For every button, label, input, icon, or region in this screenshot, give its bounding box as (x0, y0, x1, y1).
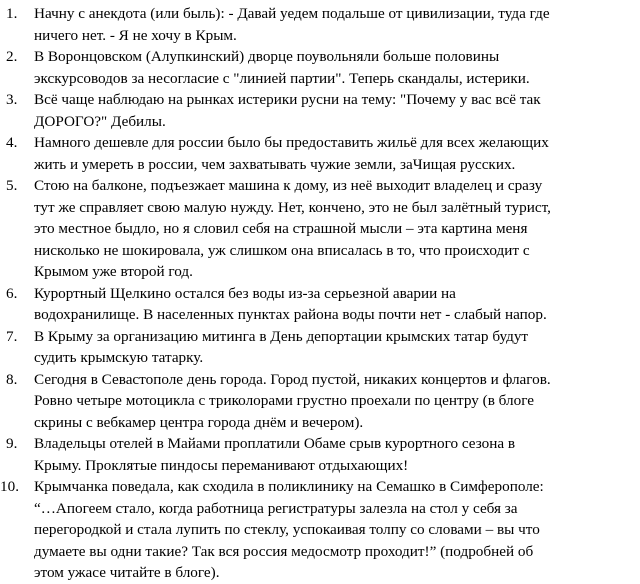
list-item-text (34, 283, 634, 326)
list-item-number: 10. (0, 478, 19, 495)
list-item (0, 476, 634, 584)
text-line: Намного дешевле для россии было бы предоставить жильё для всех желающих (34, 134, 549, 151)
text-line: Всё чаще наблюдаю на рынках истерики русни на тему: "Почему у вас всё так (34, 91, 541, 108)
list-item-number: 6. (6, 284, 18, 302)
list-item-number: 5. (6, 177, 18, 194)
list-item (0, 89, 634, 132)
text-line: Крымчанка поведала, как сходила в поликлинику на Семашко в Симферополе: (34, 478, 544, 495)
list-item-text (34, 326, 634, 369)
list-item (0, 326, 634, 369)
list-item-number: 9. (6, 435, 18, 452)
list-item (0, 175, 634, 283)
list-item-text (34, 476, 634, 584)
text-line: Стою на балконе, подъезжает машина к дому, из неё выходит владелец и сразу (34, 177, 543, 194)
list-item-text (34, 89, 634, 132)
text-line: судить крымскую татарку. (34, 349, 204, 366)
list-item-text (34, 132, 634, 175)
list-item-number: 2. (6, 48, 18, 65)
text-line: экскурсоводов за несогласие с "линией партии". Теперь скандалы, истерики. (34, 69, 530, 87)
text-line: “…Апогеем стало, когда работница регистратуры залезла на стол у себя за (34, 499, 518, 517)
text-line: жить и умереть в россии, чем захватывать чужие земли, заЧищая русских. (34, 155, 516, 173)
text-line: В Крыму за организацию митинга в День депортации крымских татар будут (34, 327, 529, 345)
list-item-number: 7. (6, 327, 18, 345)
list-item (0, 433, 634, 476)
text-line: нисколько не шокировала, уж слишком она вписалась в то, что происходит с (34, 241, 530, 259)
list-item-number: 4. (6, 134, 18, 151)
text-line: Крымом уже второй год. (34, 263, 193, 280)
text-line: водохранилище. В населенных пунктах района воды почти нет - слабый напор. (34, 306, 547, 323)
text-line: Владельцы отелей в Майами проплатили Обаме срыв курортного сезона в (34, 435, 516, 452)
list-item-text (34, 3, 634, 46)
list-item (0, 3, 634, 46)
list-item (0, 46, 634, 89)
list-item-text (34, 46, 634, 89)
list-item (0, 283, 634, 326)
text-line: ДОРОГО?" Дебилы. (34, 112, 166, 130)
list-item-text (34, 433, 634, 476)
list-item-number: 8. (6, 370, 18, 388)
list-item-number: 1. (6, 5, 18, 22)
text-line: скрины с вебкамер центра города днём и вечером). (34, 413, 364, 431)
text-line: Крыму. Проклятые пиндосы переманивают отдыхающих! (34, 456, 409, 474)
text-line: думаете вы одни такие? Так вся россия медосмотр проходит!” (подробней об (34, 542, 534, 560)
text-line: В Воронцовском (Алупкинский) дворце поувольняли больше половины (34, 48, 500, 65)
list-item-text (34, 175, 634, 283)
numbered-list (0, 3, 634, 584)
text-line: этом ужасе читайте в блоге). (34, 564, 220, 581)
list-item (0, 132, 634, 175)
text-line: Ровно четыре мотоцикла с триколорами грустно проехали по центру (в блоге (34, 392, 534, 409)
text-line: тут же справляет свою малую нужду. Нет, кончено, это не был залётный турист, (34, 198, 551, 216)
text-line: Начну с анекдота (или быль): - Давай уедем подальше от цивилизации, туда где (34, 5, 550, 22)
text-line: Сегодня в Севастополе день города. Город пустой, никаких концертов и флагов. (34, 370, 551, 388)
text-line: ничего нет. - Я не хочу в Крым. (34, 26, 237, 44)
list-item-number: 3. (6, 91, 18, 108)
text-line: Курортный Щелкино остался без воды из-за серьезной аварии на (34, 284, 456, 302)
list-item (0, 369, 634, 434)
text-line: перегородкой и стала лупить по стеклу, успокаивая толпу со словами – вы что (34, 521, 540, 538)
list-item-text (34, 369, 634, 434)
text-line: это местное быдло, но я словил себя на страшной мысли – эта картина меня (34, 220, 528, 237)
